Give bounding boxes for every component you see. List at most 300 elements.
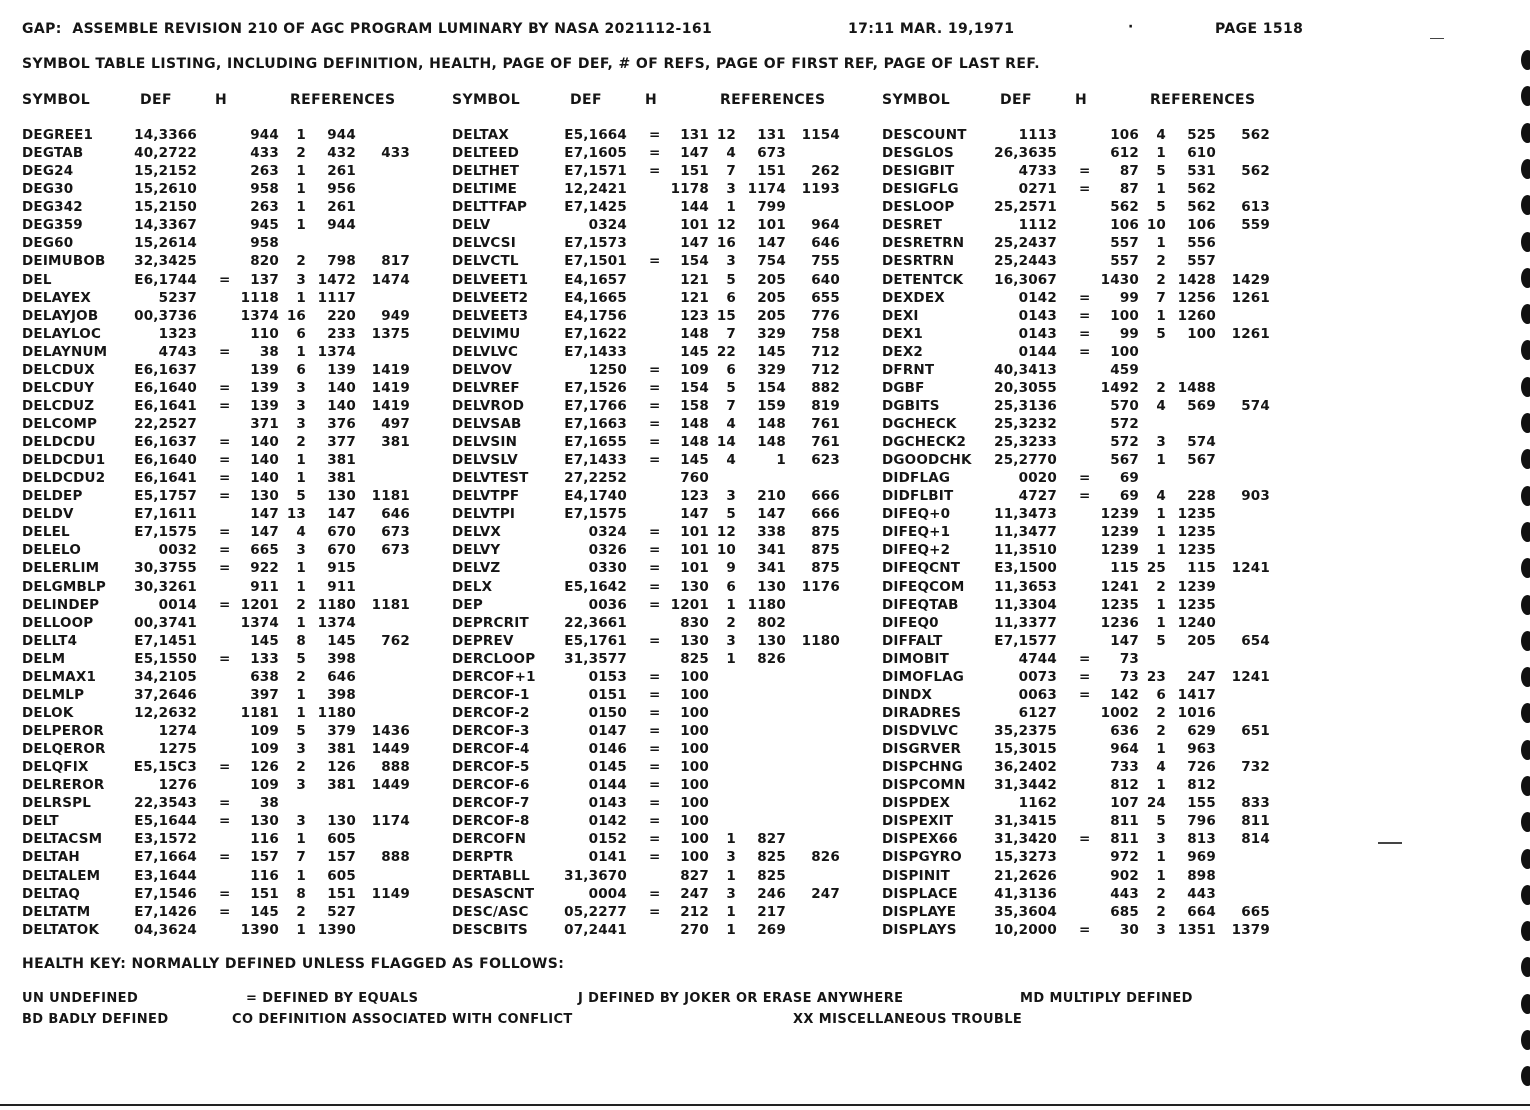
table-row bbox=[452, 777, 872, 795]
cell-symbol: DERCOF+1 bbox=[452, 668, 536, 685]
cell-first: 898 bbox=[1187, 867, 1216, 884]
cell-n: 1 bbox=[296, 452, 306, 469]
cell-n: 2 bbox=[296, 596, 306, 613]
cell-n: 3 bbox=[296, 813, 306, 830]
cell-page: 812 bbox=[1110, 777, 1139, 794]
table-row bbox=[882, 290, 1302, 308]
feed-hole bbox=[1521, 1066, 1530, 1086]
table-row bbox=[882, 308, 1302, 326]
column-header-symbol: SYMBOL bbox=[22, 92, 91, 108]
cell-page: 1239 bbox=[1100, 542, 1139, 559]
cell-def: 1323 bbox=[158, 325, 197, 342]
cell-n: 2 bbox=[296, 903, 306, 920]
cell-last: 712 bbox=[811, 361, 840, 378]
cell-h: = bbox=[1079, 650, 1091, 667]
cell-page: 147 bbox=[1110, 632, 1139, 649]
cell-def: 16,3067 bbox=[994, 271, 1057, 288]
cell-page: 1178 bbox=[670, 181, 709, 198]
cell-symbol: DISPLAYS bbox=[882, 921, 957, 938]
table-row bbox=[22, 849, 442, 867]
table-row bbox=[882, 813, 1302, 831]
table-row bbox=[882, 217, 1302, 235]
table-row bbox=[452, 488, 872, 506]
cell-first: 1260 bbox=[1177, 307, 1216, 324]
cell-symbol: DELVEET3 bbox=[452, 307, 529, 324]
cell-h: = bbox=[219, 849, 231, 866]
cell-def: E7,1655 bbox=[564, 434, 627, 450]
cell-n: 2 bbox=[1156, 704, 1166, 721]
header-line-1: GAP: ASSEMBLE REVISION 210 OF AGC PROGRAM LUMINARY BY NASA 2021112-161 bbox=[22, 21, 713, 37]
cell-def: E5,1550 bbox=[134, 650, 197, 667]
cell-symbol: DELQFIX bbox=[22, 759, 89, 776]
cell-n: 3 bbox=[296, 379, 306, 396]
cell-last: 1419 bbox=[371, 361, 410, 378]
table-row bbox=[22, 524, 442, 542]
table-row bbox=[22, 145, 442, 163]
cell-h: = bbox=[649, 524, 661, 541]
cell-def: E7,1451 bbox=[134, 632, 197, 649]
feed-hole bbox=[1521, 268, 1530, 288]
table-row bbox=[882, 434, 1302, 452]
cell-last: 1193 bbox=[801, 181, 840, 198]
cell-symbol: DEX2 bbox=[882, 343, 924, 360]
cell-first: 1235 bbox=[1177, 506, 1216, 523]
table-row bbox=[882, 488, 1302, 506]
cell-first: 1428 bbox=[1177, 271, 1216, 288]
cell-last: 811 bbox=[1241, 813, 1270, 830]
table-row bbox=[22, 633, 442, 651]
cell-symbol: DISPLACE bbox=[882, 885, 958, 902]
cell-first: 329 bbox=[757, 325, 786, 342]
table-row bbox=[882, 127, 1302, 145]
cell-def: 27,2252 bbox=[564, 470, 627, 487]
cell-first: 567 bbox=[1187, 452, 1216, 469]
cell-symbol: DELGMBLP bbox=[22, 578, 106, 595]
cell-page: 958 bbox=[250, 181, 279, 198]
table-row bbox=[452, 922, 872, 940]
cell-h: = bbox=[649, 578, 661, 595]
cell-def: 0147 bbox=[588, 723, 627, 739]
cell-def: E7,1622 bbox=[564, 325, 627, 342]
cell-h: = bbox=[1079, 343, 1091, 360]
cell-page: 557 bbox=[1110, 235, 1139, 252]
cell-first: 556 bbox=[1187, 235, 1216, 252]
cell-page: 151 bbox=[250, 885, 279, 902]
cell-def: 05,2277 bbox=[564, 903, 627, 920]
cell-def: 14,3367 bbox=[134, 217, 197, 234]
cell-first: 1351 bbox=[1177, 921, 1216, 938]
cell-symbol: DELVCSI bbox=[452, 235, 516, 252]
cell-def: 40,3413 bbox=[994, 361, 1057, 378]
cell-symbol: DELTATOK bbox=[22, 921, 100, 938]
cell-last: 1154 bbox=[801, 127, 840, 143]
cell-symbol: DGBITS bbox=[882, 397, 940, 414]
cell-page: 100 bbox=[680, 849, 709, 866]
cell-h: = bbox=[649, 668, 661, 685]
cell-page: 1235 bbox=[1100, 596, 1139, 613]
feed-hole bbox=[1521, 558, 1530, 578]
cell-first: 605 bbox=[327, 867, 356, 884]
table-row bbox=[452, 849, 872, 867]
cell-def: E7,1426 bbox=[134, 903, 197, 920]
cell-n: 2 bbox=[1156, 271, 1166, 288]
cell-def: E7,1605 bbox=[564, 145, 627, 162]
cell-symbol: DISPGYRO bbox=[882, 849, 962, 866]
cell-h: = bbox=[219, 813, 231, 830]
cell-first: 670 bbox=[327, 524, 356, 541]
cell-first: 381 bbox=[327, 741, 356, 757]
cell-def: 40,2722 bbox=[134, 145, 197, 162]
cell-def: E7,1526 bbox=[564, 379, 627, 396]
cell-symbol: DELDCDU bbox=[22, 434, 96, 450]
cell-n: 6 bbox=[726, 289, 736, 306]
cell-page: 636 bbox=[1110, 723, 1139, 739]
cell-page: 100 bbox=[680, 668, 709, 685]
cell-first: 605 bbox=[327, 831, 356, 848]
cell-page: 133 bbox=[250, 650, 279, 667]
table-row bbox=[22, 705, 442, 723]
cell-first: 154 bbox=[757, 379, 786, 396]
cell-last: 762 bbox=[381, 632, 410, 649]
cell-page: 148 bbox=[680, 416, 709, 432]
cell-page: 139 bbox=[250, 361, 279, 378]
cell-last: 882 bbox=[811, 379, 840, 396]
cell-page: 263 bbox=[250, 199, 279, 216]
cell-symbol: DELTEED bbox=[452, 145, 520, 162]
cell-h: = bbox=[649, 361, 661, 378]
cell-symbol: DELAYNUM bbox=[22, 343, 108, 360]
table-row bbox=[452, 741, 872, 759]
cell-first: 911 bbox=[327, 578, 356, 595]
cell-def: E7,1571 bbox=[564, 163, 627, 180]
cell-page: 116 bbox=[250, 831, 279, 848]
cell-n: 1 bbox=[296, 867, 306, 884]
cell-n: 2 bbox=[296, 668, 306, 685]
cell-symbol: DELTIME bbox=[452, 181, 518, 198]
cell-symbol: DIFEQCNT bbox=[882, 560, 961, 577]
cell-def: 35,2375 bbox=[994, 723, 1057, 739]
table-row bbox=[22, 904, 442, 922]
cell-page: 100 bbox=[680, 704, 709, 721]
cell-n: 1 bbox=[726, 903, 736, 920]
cell-page: 572 bbox=[1110, 416, 1139, 432]
table-row bbox=[882, 199, 1302, 217]
cell-def: 0032 bbox=[158, 542, 197, 559]
cell-last: 646 bbox=[381, 506, 410, 523]
cell-last: 875 bbox=[811, 524, 840, 541]
cell-def: 12,2632 bbox=[134, 704, 197, 721]
cell-first: 798 bbox=[327, 253, 356, 270]
cell-n: 7 bbox=[726, 163, 736, 180]
column-header-symbol: SYMBOL bbox=[452, 92, 521, 108]
cell-symbol: DELTAX bbox=[452, 127, 510, 143]
cell-def: E3,1644 bbox=[134, 867, 197, 884]
cell-symbol: DIFEQ+2 bbox=[882, 542, 951, 559]
cell-last: 673 bbox=[381, 524, 410, 541]
cell-symbol: DFRNT bbox=[882, 361, 935, 378]
table-row bbox=[882, 579, 1302, 597]
cell-first: 915 bbox=[327, 560, 356, 577]
cell-def: E6,1641 bbox=[134, 397, 197, 414]
cell-n: 1 bbox=[726, 867, 736, 884]
cell-first: 338 bbox=[757, 524, 786, 541]
cell-def: 1274 bbox=[158, 723, 197, 739]
cell-page: 972 bbox=[1110, 849, 1139, 866]
cell-page: 433 bbox=[250, 145, 279, 162]
cell-page: 130 bbox=[680, 578, 709, 595]
cell-last: 623 bbox=[811, 452, 840, 469]
cell-symbol: DELMLP bbox=[22, 686, 85, 703]
table-row bbox=[882, 416, 1302, 434]
cell-first: 377 bbox=[327, 434, 356, 450]
table-row bbox=[22, 651, 442, 669]
cell-h: = bbox=[649, 163, 661, 180]
cell-def: 30,3261 bbox=[134, 578, 197, 595]
cell-first: 1016 bbox=[1177, 704, 1216, 721]
cell-n: 1 bbox=[296, 831, 306, 848]
table-row bbox=[882, 326, 1302, 344]
cell-def: 11,3510 bbox=[994, 542, 1057, 559]
cell-first: 1 bbox=[776, 452, 786, 469]
table-row bbox=[22, 163, 442, 181]
table-row bbox=[452, 560, 872, 578]
cell-h: = bbox=[649, 145, 661, 162]
table-row bbox=[22, 922, 442, 940]
cell-page: 109 bbox=[680, 361, 709, 378]
cell-def: 0073 bbox=[1018, 668, 1057, 685]
cell-symbol: DELVCTL bbox=[452, 253, 519, 270]
cell-symbol: DISDVLVC bbox=[882, 723, 959, 739]
cell-first: 217 bbox=[757, 903, 786, 920]
table-row bbox=[22, 886, 442, 904]
cell-page: 638 bbox=[250, 668, 279, 685]
cell-symbol: DEPREV bbox=[452, 632, 514, 649]
cell-first: 139 bbox=[327, 361, 356, 378]
cell-n: 3 bbox=[726, 488, 736, 505]
cell-first: 1488 bbox=[1177, 379, 1216, 396]
cell-def: 4733 bbox=[1018, 163, 1057, 180]
health-key-un: UN UNDEFINED bbox=[22, 991, 139, 1006]
cell-h: = bbox=[649, 127, 661, 143]
feed-hole bbox=[1521, 849, 1530, 869]
table-row bbox=[22, 326, 442, 344]
feed-hole bbox=[1521, 776, 1530, 796]
cell-last: 1241 bbox=[1231, 560, 1270, 577]
cell-page: 131 bbox=[680, 127, 709, 143]
cell-page: 101 bbox=[680, 217, 709, 234]
table-row bbox=[882, 741, 1302, 759]
cell-h: = bbox=[649, 741, 661, 757]
cell-def: 22,3661 bbox=[564, 614, 627, 631]
cell-def: 25,2443 bbox=[994, 253, 1057, 270]
scan-mark bbox=[1430, 38, 1444, 39]
table-row bbox=[882, 759, 1302, 777]
column-header-def: DEF bbox=[1000, 92, 1032, 108]
cell-def: 0144 bbox=[588, 777, 627, 794]
health-key-title: HEALTH KEY: NORMALLY DEFINED UNLESS FLAGGED AS FOLLOWS: bbox=[22, 956, 565, 972]
cell-def: 0142 bbox=[1018, 289, 1057, 306]
cell-symbol: DEXI bbox=[882, 307, 919, 324]
cell-page: 38 bbox=[259, 795, 279, 812]
cell-symbol: DELTTFAP bbox=[452, 199, 528, 216]
cell-symbol: DELVROD bbox=[452, 397, 525, 414]
cell-first: 130 bbox=[757, 578, 786, 595]
cell-first: 130 bbox=[757, 632, 786, 649]
table-row bbox=[22, 687, 442, 705]
cell-def: E5,15C3 bbox=[133, 759, 197, 776]
cell-last: 262 bbox=[811, 163, 840, 180]
cell-def: 6127 bbox=[1018, 704, 1057, 721]
feed-hole bbox=[1521, 159, 1530, 179]
table-row bbox=[882, 651, 1302, 669]
cell-last: 819 bbox=[811, 397, 840, 414]
cell-first: 1472 bbox=[317, 271, 356, 288]
cell-n: 6 bbox=[726, 578, 736, 595]
table-row bbox=[452, 398, 872, 416]
cell-first: 1256 bbox=[1177, 289, 1216, 306]
cell-symbol: DERCOF-5 bbox=[452, 759, 530, 776]
cell-first: 562 bbox=[1187, 199, 1216, 216]
table-row bbox=[22, 777, 442, 795]
cell-n: 1 bbox=[1156, 524, 1166, 541]
column-header-references: REFERENCES bbox=[1150, 92, 1256, 108]
cell-h: = bbox=[219, 470, 231, 487]
cell-page: 154 bbox=[680, 379, 709, 396]
cell-symbol: DELVSAB bbox=[452, 416, 522, 432]
cell-h: = bbox=[219, 434, 231, 450]
cell-def: E7,1433 bbox=[564, 452, 627, 469]
table-row bbox=[882, 145, 1302, 163]
cell-page: 371 bbox=[250, 416, 279, 432]
cell-last: 875 bbox=[811, 560, 840, 577]
cell-symbol: DELVIMU bbox=[452, 325, 521, 342]
table-row bbox=[22, 434, 442, 452]
cell-symbol: DIRADRES bbox=[882, 704, 962, 721]
cell-symbol: DELLT4 bbox=[22, 632, 78, 649]
cell-first: 1235 bbox=[1177, 596, 1216, 613]
cell-last: 1149 bbox=[371, 885, 410, 902]
table-row bbox=[452, 253, 872, 271]
cell-page: 145 bbox=[680, 452, 709, 469]
feed-hole bbox=[1521, 740, 1530, 760]
table-row bbox=[882, 687, 1302, 705]
cell-def: 31,3420 bbox=[994, 831, 1057, 848]
cell-page: 945 bbox=[250, 217, 279, 234]
cell-symbol: DELQEROR bbox=[22, 741, 106, 757]
cell-n: 3 bbox=[1156, 921, 1166, 938]
cell-def: 4744 bbox=[1018, 650, 1057, 667]
table-row bbox=[22, 308, 442, 326]
cell-symbol: DGCHECK bbox=[882, 416, 957, 432]
cell-def: E5,1644 bbox=[134, 813, 197, 830]
cell-n: 5 bbox=[1156, 199, 1166, 216]
cell-first: 629 bbox=[1187, 723, 1216, 739]
cell-n: 3 bbox=[726, 849, 736, 866]
table-row bbox=[22, 452, 442, 470]
cell-first: 1240 bbox=[1177, 614, 1216, 631]
cell-first: 664 bbox=[1187, 903, 1216, 920]
cell-n: 5 bbox=[1156, 163, 1166, 180]
cell-n: 25 bbox=[1146, 560, 1166, 577]
cell-first: 379 bbox=[327, 723, 356, 739]
table-row bbox=[22, 470, 442, 488]
cell-def: 11,3473 bbox=[994, 506, 1057, 523]
cell-page: 247 bbox=[680, 885, 709, 902]
cell-n: 5 bbox=[296, 650, 306, 667]
cell-def: 25,2770 bbox=[994, 452, 1057, 469]
cell-page: 263 bbox=[250, 163, 279, 180]
cell-def: 0142 bbox=[588, 813, 627, 830]
cell-symbol: DELPEROR bbox=[22, 723, 105, 739]
cell-page: 1492 bbox=[1100, 379, 1139, 396]
table-row bbox=[22, 344, 442, 362]
cell-symbol: DESIGFLG bbox=[882, 181, 959, 198]
cell-h: = bbox=[219, 885, 231, 902]
cell-page: 100 bbox=[1110, 307, 1139, 324]
cell-n: 1 bbox=[296, 560, 306, 577]
health-key-j: J DEFINED BY JOKER OR ERASE ANYWHERE bbox=[578, 991, 904, 1006]
cell-last: 1474 bbox=[371, 271, 410, 288]
cell-symbol: DELTAQ bbox=[22, 885, 81, 902]
cell-first: 944 bbox=[327, 217, 356, 234]
cell-symbol: DELMAX1 bbox=[22, 668, 97, 685]
table-row bbox=[452, 687, 872, 705]
cell-first: 147 bbox=[757, 235, 786, 252]
cell-page: 147 bbox=[680, 235, 709, 252]
cell-symbol: DESASCNT bbox=[452, 885, 535, 902]
cell-last: 1181 bbox=[371, 488, 410, 505]
cell-page: 158 bbox=[680, 397, 709, 414]
cell-last: 712 bbox=[811, 343, 840, 360]
cell-n: 2 bbox=[296, 759, 306, 776]
cell-page: 87 bbox=[1119, 181, 1139, 198]
cell-first: 151 bbox=[327, 885, 356, 902]
table-row bbox=[452, 831, 872, 849]
cell-symbol: DELVX bbox=[452, 524, 502, 541]
cell-page: 130 bbox=[250, 488, 279, 505]
cell-symbol: DERTABLL bbox=[452, 867, 530, 884]
table-row bbox=[22, 615, 442, 633]
cell-symbol: DESGLOS bbox=[882, 145, 954, 162]
cell-n: 14 bbox=[716, 434, 736, 450]
cell-first: 269 bbox=[757, 921, 786, 938]
scan-mark bbox=[1378, 842, 1402, 844]
cell-first: 205 bbox=[757, 289, 786, 306]
cell-def: 5237 bbox=[158, 289, 197, 306]
table-row bbox=[22, 398, 442, 416]
table-row bbox=[882, 633, 1302, 651]
cell-page: 140 bbox=[250, 452, 279, 469]
cell-def: E7,1663 bbox=[564, 416, 627, 432]
cell-page: 685 bbox=[1110, 903, 1139, 920]
cell-page: 270 bbox=[680, 921, 709, 938]
cell-symbol: DELVY bbox=[452, 542, 501, 559]
cell-page: 100 bbox=[680, 686, 709, 703]
cell-last: 665 bbox=[1241, 903, 1270, 920]
cell-page: 760 bbox=[680, 470, 709, 487]
cell-symbol: DISPEX66 bbox=[882, 831, 958, 848]
cell-n: 1 bbox=[1156, 235, 1166, 252]
cell-h: = bbox=[219, 343, 231, 360]
cell-symbol: DEL bbox=[22, 271, 52, 288]
cell-page: 115 bbox=[1110, 560, 1139, 577]
table-row bbox=[452, 344, 872, 362]
column-header-h: H bbox=[645, 92, 658, 108]
cell-first: 525 bbox=[1187, 127, 1216, 143]
table-row bbox=[22, 272, 442, 290]
cell-first: 151 bbox=[757, 163, 786, 180]
cell-first: 1180 bbox=[317, 596, 356, 613]
